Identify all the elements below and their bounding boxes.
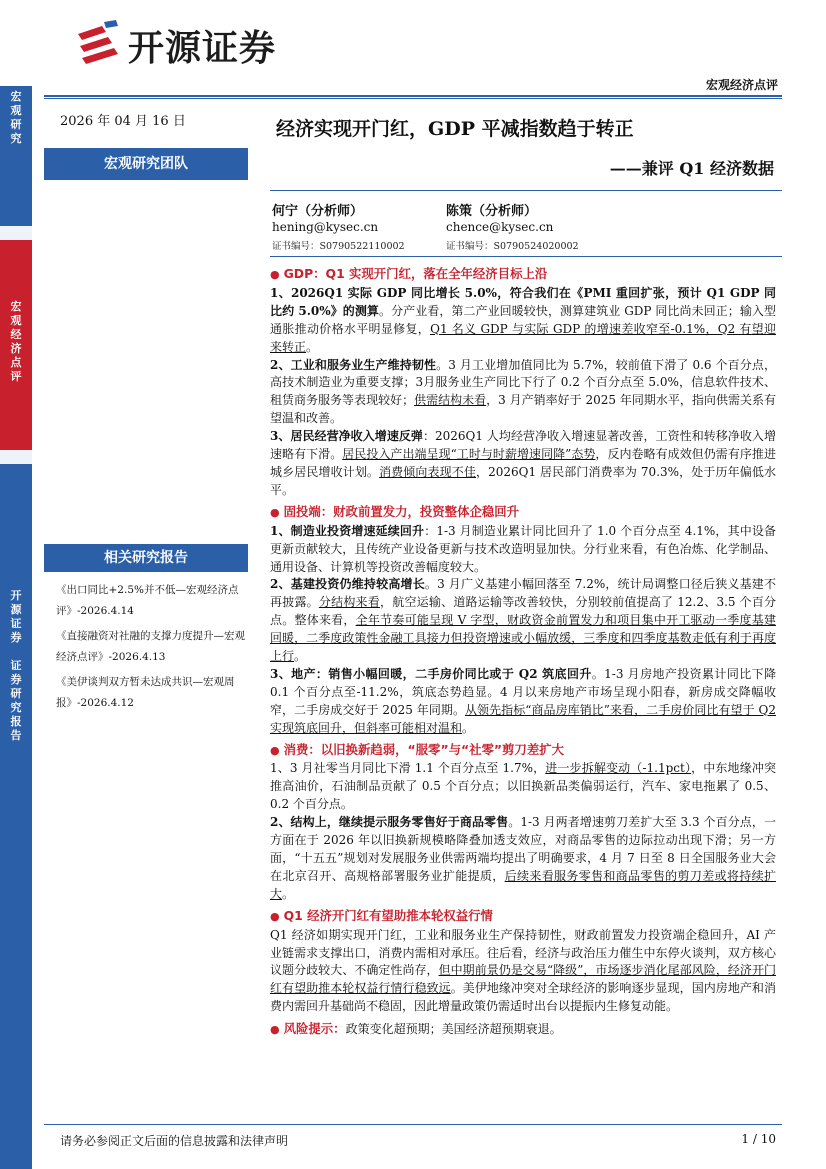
- report-date: 2026 年 04 月 16 日: [60, 114, 186, 129]
- section-heading-consumption: ● 消费：以旧换新趋弱，“服零”与“社零”剪刀差扩大: [270, 741, 776, 760]
- paragraph: Q1 经济如期实现开门红，工业和服务业生产保持韧性，财政前置发力投资端企稳回升，AI 产业链需求支撑出口，消费内需相对承压。往后看，经济与政治压力催生中东停火谈判，双方核心议题分歧较大、不确定性尚存，但中期前景仍是交易“降级”，市场逐步消化尾部风险，经济开门红有望助推本轮权益行情行稳致远。美伊地缘冲突对全球经济的影响逐步显现，国内房地产和消费内需回升基础尚不稳固，因此增量政策仍需适时出台以提振内生修复动能。: [270, 927, 776, 1014]
- paragraph: 3、居民经营净收入增速反弹：2026Q1 人均经营净收入增速显著改善，工资性和转移净收入增速略有下滑。居民投入产出端呈现“工时与时薪增速同降”态势，反内卷略有成效但仍需有序推进城乡居民增收计划。消费倾向表现不佳，2026Q1 居民部门消费率为 70.3%，处于历年偏低水平。: [270, 429, 776, 497]
- analyst-name-1: 何宁（分析师）: [272, 204, 364, 219]
- section-heading-outlook: ● Q1 经济开门红有望助推本轮权益行情: [270, 907, 776, 926]
- title-divider: [270, 190, 782, 191]
- related-report-link[interactable]: 《出口同比+2.5%并不低—宏观经济点评》-2026.4.14: [56, 584, 239, 617]
- analyst-cert-1: 证书编号：S0790522110002: [272, 241, 405, 252]
- risk-warning: ● 风险提示：政策变化超预期；美国经济超预期衰退。: [270, 1020, 776, 1039]
- report-type-label: 宏观经济点评: [705, 78, 778, 92]
- related-report-link[interactable]: 《直接融资对社融的支撑力度提升—宏观经济点评》-2026.4.13: [56, 630, 245, 663]
- paragraph: 2、结构上，继续提示服务零售好于商品零售。1-3 月两者增速剪刀差扩大至 3.3 个百分点，一方面在于 2026 年以旧换新规模略降叠加透支效应，对商品零售的边际拉动出现下滑；另一方面，“十五五”规划对发展服务业供需两端均提出了明确要求，4 月 7 日至 8 日全国服务业大会在北京召开、高规格部署服务业扩能提质，后续来看服务零售和商品零售的剪刀差或将持续扩大。: [270, 815, 776, 901]
- sidebar-tab-kysec-report: 开 源 证 券 证 券 研 究 报 告: [0, 464, 32, 1169]
- analyst-divider: [270, 256, 782, 257]
- header-divider-thin: [44, 98, 782, 99]
- logo-wordmark: 开源证券: [128, 28, 277, 69]
- analyst-email-2[interactable]: chence@kysec.cn: [446, 220, 554, 234]
- report-subtitle: ——兼评 Q1 经济数据: [609, 159, 774, 178]
- paragraph: 3、地产：销售小幅回暖，二手房价同比或于 Q2 筑底回升。1-3 月房地产投资累计同比下降 0.1 个百分点至-11.2%，筑底态势趋显。4 月以来房地产市场呈现小阳春，新房成交降幅收窄，二手房成交好于 2025 年同期。从领先指标“商品房库销比”来看，二手房价同比有望于 Q2 实现筑底回升，但斜率可能相对温和。: [270, 666, 777, 735]
- footer-disclaimer: 请务必参阅正文后面的信息披露和法律声明: [60, 1134, 289, 1148]
- related-reports-title: 相关研究报告: [44, 544, 248, 572]
- section-heading-gdp: ● GDP：Q1 实现开门红，落在全年经济目标上沿: [270, 265, 776, 284]
- paragraph: 2、基建投资仍维持较高增长。3 月广义基建小幅回落至 7.2%，统计局调整口径后狭义基建不再披露。分结构来看，航空运输、道路运输等改善较快，分别较前值提高了 12.2、3.5 个百分点。整体来看，全年节奏可能呈现 V 字型，财政资金前置发力和项目集中开工驱动一季度基建回暖，二季度政策性金融工具接力但投资增速或小幅放缓，三季度和四季度基数走低有利于再度上行。: [270, 577, 776, 664]
- report-body: [270, 262, 776, 1039]
- paragraph: 2、工业和服务业生产维持韧性。3 月工业增加值同比为 5.7%，较前值下滑了 0.6 个百分点，高技术制造业为重要支撑；3月服务业生产同比下行了 0.2 个百分点至 5.0%，信息软件技术、租赁商务服务等表现较好；供需结构未看，3 月产销率好于 2025 年同期水平，指向供需关系有望温和改善。: [270, 357, 776, 426]
- paragraph: 1、2026Q1 实际 GDP 同比增长 5.0%，符合我们在《PMI 重回扩张，预计 Q1 GDP 同比约 5.0%》的测算。分产业看，第二产业回暖较快，测算建筑业 GDP 同比尚未回正；输入型通胀推动价格水平明显修复，Q1 名义 GDP 与实际 GDP 的增速差收窄至-0.1%，Q2 有望迎来转正。: [270, 285, 776, 354]
- footer-divider: [44, 1124, 782, 1125]
- team-label: 宏观研究团队: [44, 148, 248, 180]
- analyst-email-1[interactable]: hening@kysec.cn: [272, 220, 379, 234]
- related-reports-list: [56, 580, 252, 718]
- analyst-cert-2: 证书编号：S0790524020002: [446, 241, 579, 252]
- company-logo-icon: [76, 20, 122, 70]
- report-title: 经济实现开门红，GDP 平减指数趋于转正: [276, 118, 634, 140]
- header-divider: [44, 95, 782, 97]
- paragraph: 1、3 月社零当月同比下滑 1.1 个百分点至 1.7%，进一步拆解变动（-1.1pct），中东地缘冲突推高油价，石油制品贡献了 0.5 个百分点；以旧换新品类偏弱运行，汽车、家电拖累了 0.5、0.2 个百分点。: [270, 761, 776, 812]
- section-heading-investment: ● 固投端：财政前置发力，投资整体企稳回升: [270, 503, 776, 522]
- related-report-link[interactable]: 《美伊谈判双方暂未达成共识—宏观周报》-2026.4.12: [56, 676, 235, 709]
- sidebar-tab-macro-research: 宏 观 研 究: [0, 86, 32, 226]
- page-number: 1 / 10: [741, 1132, 776, 1146]
- analyst-name-2: 陈策（分析师）: [446, 204, 538, 219]
- paragraph: 1、制造业投资增速延续回升：1-3 月制造业累计同比回升了 1.0 个百分点至 4.1%，其中设备更新贡献较大，且传统产业设备更新与技术改造明显加快。分行业来看，有色冶炼、化学制品、通用设备、计算机等投资改善幅度较大。: [270, 523, 776, 574]
- sidebar-tab-macro-commentary: 宏 观 经 济 点 评: [0, 240, 32, 450]
